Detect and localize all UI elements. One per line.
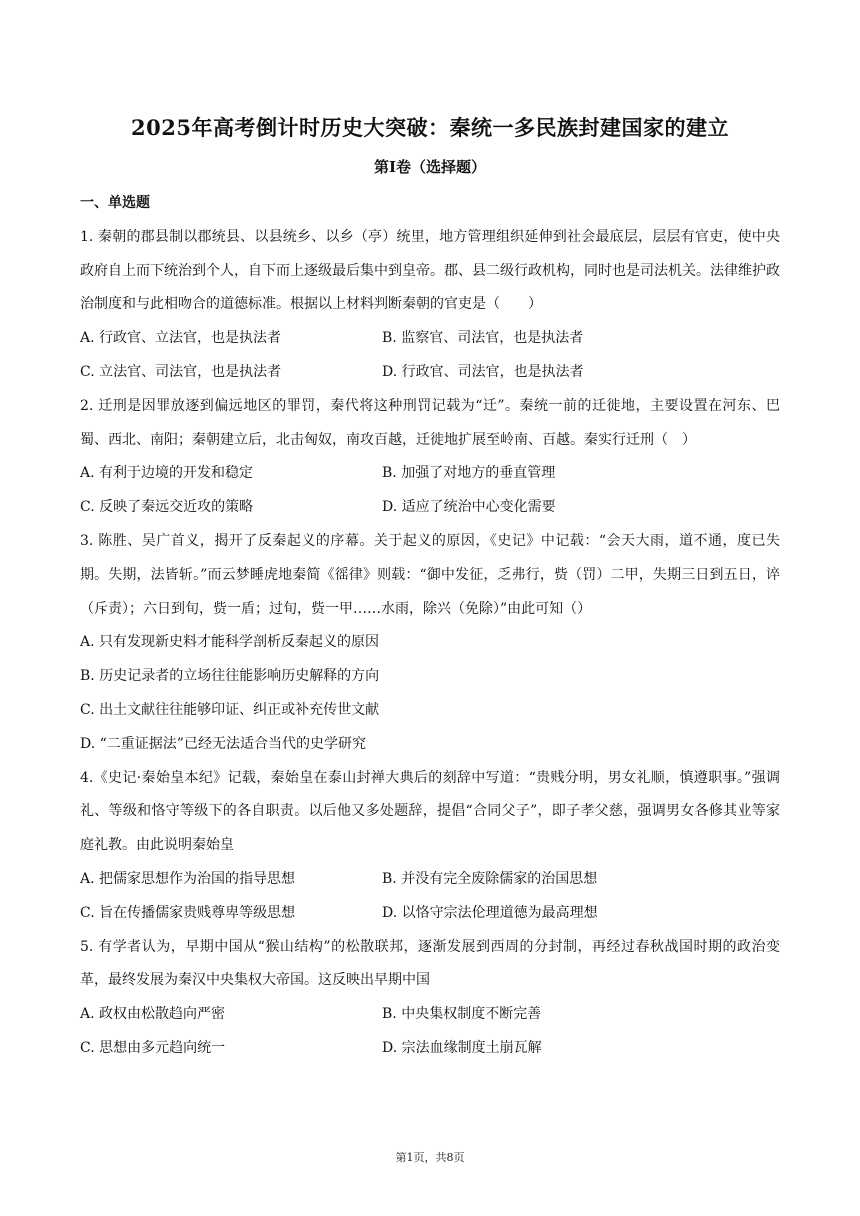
option-c[interactable]: C. 旨在传播儒家贵贱尊卑等级思想 bbox=[80, 904, 296, 921]
option-c[interactable]: C. 反映了秦远交近攻的策略 bbox=[80, 499, 254, 516]
question-stem: 1. 秦朝的郡县制以郡统县、以县统乡、以乡（亭）统里，地方管理组织延伸到社会最底层，层层有官吏，使中央政府自上而下统治到个人，自下而上逐级最后集中到皇帝。郡、县二级行政机构，同时也是司法机关。法律维护政治制度和与此相吻合的道德标准。根据以上材料判断秦朝的官吏是（ ） bbox=[80, 228, 780, 313]
question-stem: 2. 迁刑是因罪放逐到偏远地区的罪罚，秦代将这种刑罚记载为“迁”。秦统一前的迁徙地，主要设置在河东、巴蜀、西北、南阳；秦朝建立后，北击匈奴，南攻百越，迁徙地扩展至岭南、百越。秦实行迁刑（ ） bbox=[80, 397, 780, 448]
question-5 bbox=[80, 931, 780, 1066]
option-a[interactable]: A. 把儒家思想作为治国的指导思想 bbox=[80, 870, 296, 887]
question-3 bbox=[80, 525, 780, 762]
question-4 bbox=[80, 762, 780, 931]
option-d[interactable]: D. 宗法血缘制度土崩瓦解 bbox=[382, 1039, 542, 1056]
option-row bbox=[80, 626, 780, 660]
option-row bbox=[80, 694, 780, 728]
option-a[interactable]: A. 只有发现新史料才能科学剖析反秦起义的原因 bbox=[80, 634, 380, 651]
option-d[interactable]: D. 适应了统治中心变化需要 bbox=[382, 499, 556, 516]
option-b[interactable]: B. 历史记录者的立场往往能影响历史解释的方向 bbox=[80, 668, 380, 685]
option-row bbox=[80, 998, 780, 1032]
option-row bbox=[80, 897, 780, 931]
question-list bbox=[80, 187, 780, 1066]
option-row bbox=[80, 457, 780, 491]
option-row bbox=[80, 728, 780, 762]
question-stem: 4.《史记·秦始皇本纪》记载，秦始皇在泰山封禅大典后的刻辞中写道：“贵贱分明，男女礼顺，慎遵职事。”强调礼、等级和恪守等级下的各自职责。以后他又多处题辞，提倡“合同父子”，即子孝父慈，强调男女各修其业等家庭礼教。由此说明秦始皇 bbox=[80, 769, 780, 854]
option-a[interactable]: A. 行政官、立法官，也是执法者 bbox=[80, 330, 282, 347]
option-b[interactable]: B. 并没有完全废除儒家的治国思想 bbox=[382, 870, 598, 887]
option-c[interactable]: C. 立法官、司法官，也是执法者 bbox=[80, 363, 282, 380]
option-a[interactable]: A. 政权由松散趋向严密 bbox=[80, 1006, 226, 1023]
section-heading: 一、单选题 bbox=[80, 195, 150, 211]
question-stem: 3. 陈胜、吴广首义，揭开了反秦起义的序幕。关于起义的原因，《史记》中记载：“会天大雨，道不通，度已失期。失期，法皆斩。”而云梦睡虎地秦简《徭律》则载：“御中发征，乏弗行，赀（罚）二甲，失期三日到五日，谇（斥责）；六日到旬，赀一盾；过旬，赀一甲……水雨，除兴（免除）”由此可知（） bbox=[80, 532, 780, 617]
option-d[interactable]: D. 以恪守宗法伦理道德为最高理想 bbox=[382, 904, 598, 921]
option-a[interactable]: A. 有利于边境的开发和稳定 bbox=[80, 465, 254, 482]
option-d[interactable]: D. 行政官、司法官，也是执法者 bbox=[382, 363, 584, 380]
option-c[interactable]: C. 思想由多元趋向统一 bbox=[80, 1039, 226, 1056]
question-2 bbox=[80, 390, 780, 525]
option-row bbox=[80, 1032, 780, 1066]
option-c[interactable]: C. 出土文献往往能够印证、纠正或补充传世文献 bbox=[80, 701, 380, 718]
option-b[interactable]: B. 中央集权制度不断完善 bbox=[382, 1006, 542, 1023]
volume-subtitle: 第Ⅰ卷（选择题） bbox=[373, 158, 487, 176]
option-d[interactable]: D. “二重证据法”已经无法适合当代的史学研究 bbox=[80, 735, 366, 752]
option-row bbox=[80, 356, 780, 390]
page-title: 2025年高考倒计时历史大突破：秦统一多民族封建国家的建立 bbox=[131, 115, 729, 140]
option-row bbox=[80, 660, 780, 694]
option-b[interactable]: B. 监察官、司法官，也是执法者 bbox=[382, 330, 584, 347]
page-number: 第1页，共8页 bbox=[395, 1151, 465, 1164]
option-row bbox=[80, 322, 780, 356]
question-1 bbox=[80, 221, 780, 390]
question-stem: 5. 有学者认为，早期中国从“猴山结构”的松散联邦，逐渐发展到西周的分封制，再经过春秋战国时期的政治变革，最终发展为秦汉中央集权大帝国。这反映出早期中国 bbox=[80, 938, 780, 989]
option-b[interactable]: B. 加强了对地方的垂直管理 bbox=[382, 465, 556, 482]
option-row bbox=[80, 491, 780, 525]
option-row bbox=[80, 863, 780, 897]
